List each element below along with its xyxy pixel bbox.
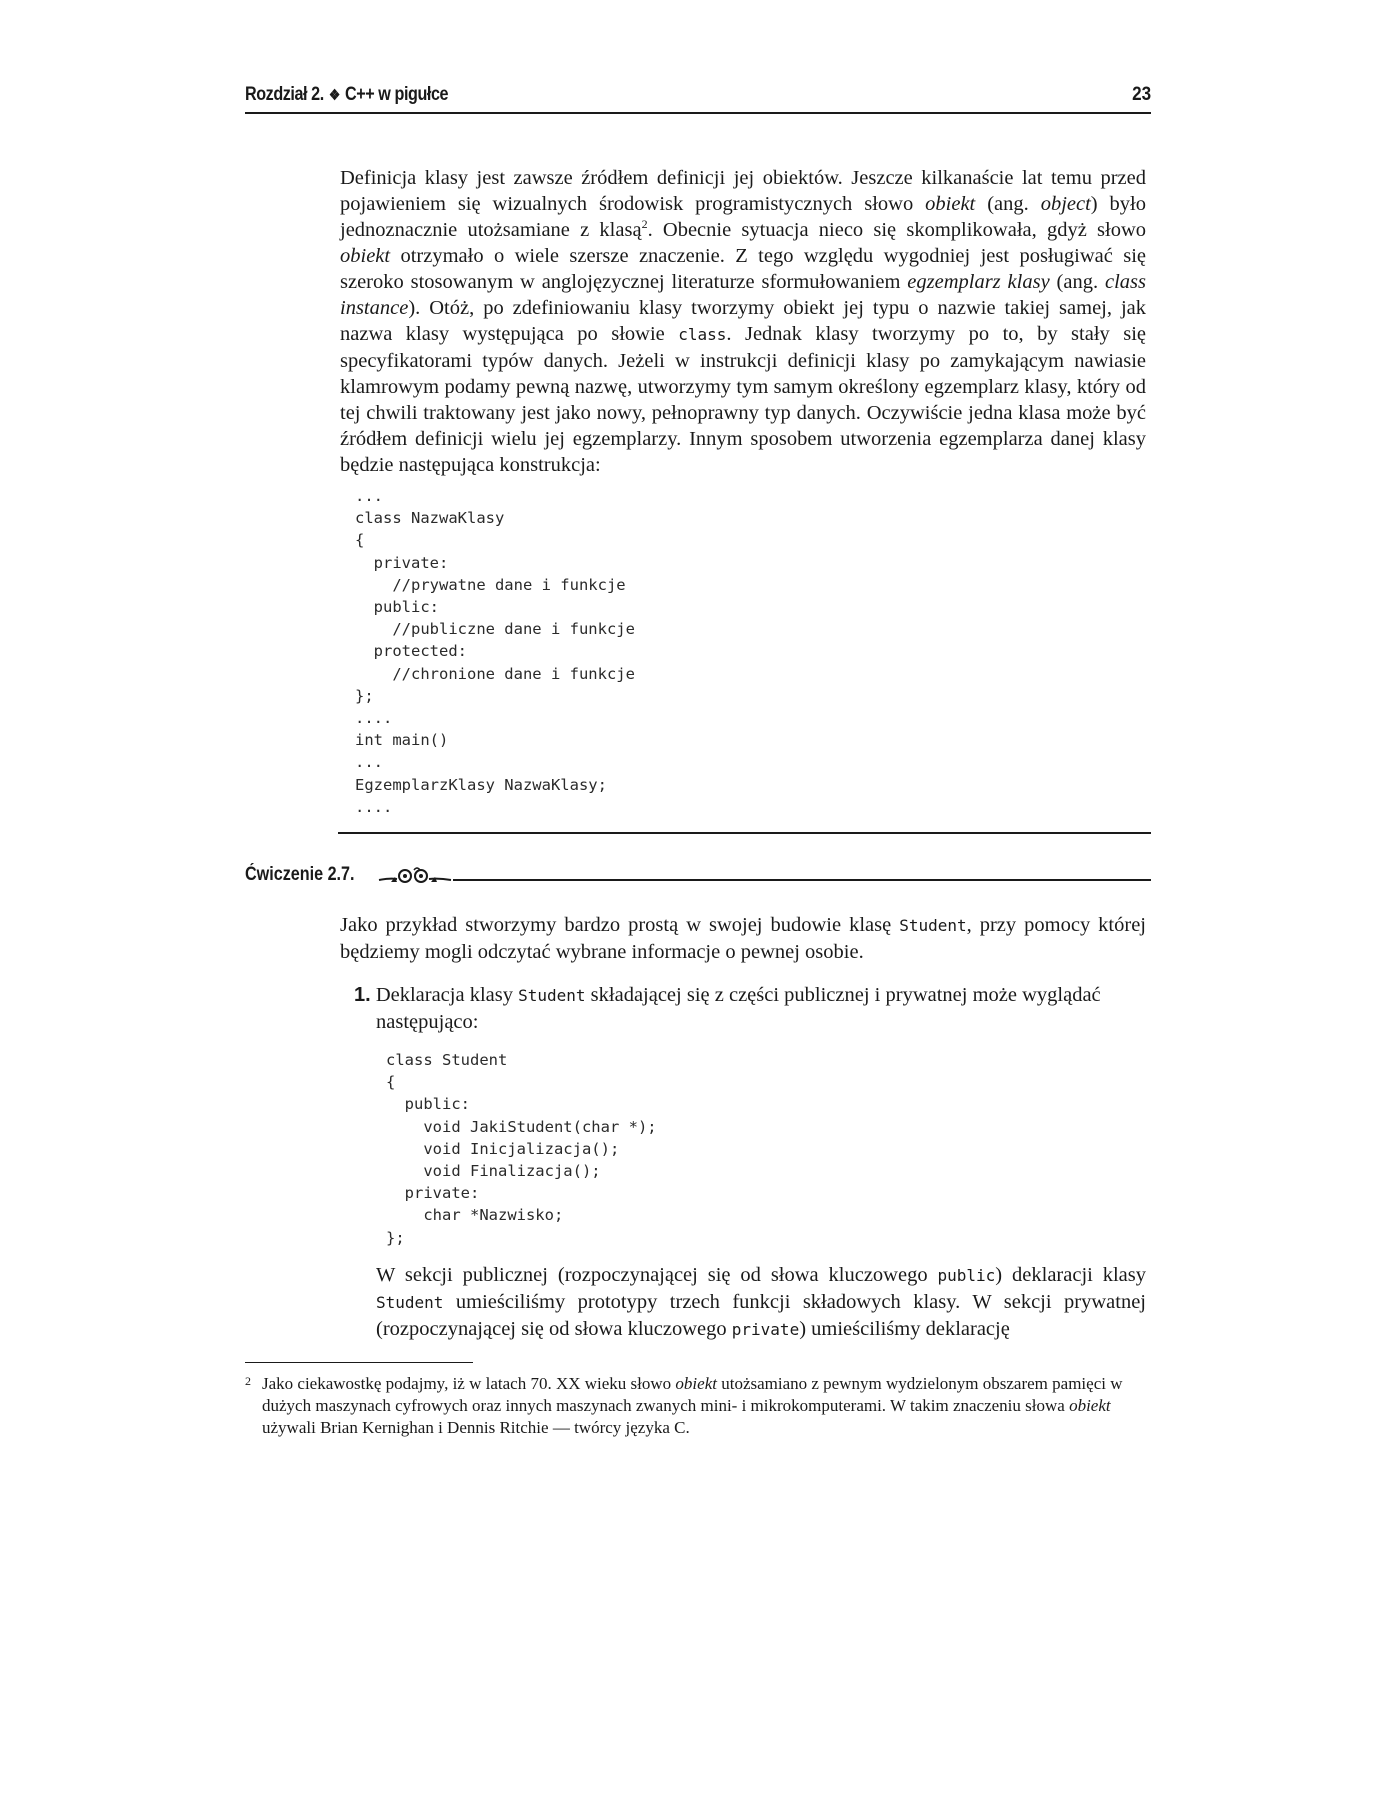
chapter-label: Rozdział 2. — [245, 84, 324, 105]
paragraph-public-section: W sekcji publicznej (rozpoczynającej się od słowa kluczowego public) deklaracji klasy Student umieściliśmy prototypy trzech funkcji składowych klasy. W sekcji prywatnej (rozpoczynającej się od słowa kluczowego private) umieściliśmy deklarację — [376, 1264, 1146, 1340]
inline-code-student: Student — [899, 916, 967, 935]
inline-code-student: Student — [518, 986, 586, 1005]
footnote-text: Jako ciekawostkę podajmy, iż w latach 70. XX wieku słowo obiekt utożsamiano z pewnym wydzielonym obszarem pamięci w dużych maszynach cyfrowych oraz innych maszynach zwanych mini- i mikrokomputerami. W takim znaczeniu słowa obiekt używali Brian Kernighan i Dennis Ritchie — twórcy języka C. — [262, 1374, 1123, 1437]
chapter-title: C++ w pigułce — [344, 84, 449, 105]
inline-code-student: Student — [376, 1293, 444, 1312]
exercise-rule — [453, 879, 1151, 881]
paragraph-class-definition: Definicja klasy jest zawsze źródłem definicji jej obiektów. Jeszcze kilkanaście lat temu przed pojawieniem się wizualnych środowisk programistycznych słowo obiekt (ang. object) było jednoznacznie utożsamiane z klasą$^2$. Obecnie sytuacja nieco się skomplikowała, gdyż słowo obiekt otrzymało o wiele szersze znaczenie. Z tego względu wygodniej jest posługiwać się szeroko stosowanym w anglojęzycznej literaturze sformułowaniem egzemplarz klasy (ang. class instance). Otóż, po zdefiniowaniu klasy tworzymy obiekt jej typu o nazwie takiej samej, jak nazwa klasy występująca po słowie class. Jednak klasy tworzymy po to, by stały się specyfikatorami typów danych. Jeżeli w instrukcji definicji klasy po zamykającym nawiasie klamrowym podamy pewną nazwę, utworzymy tym samym określony egzemplarz klasy, który od tej chwili traktowany jest jako nowy, pełnoprawny typ danych. Oczywiście jedna klasa może być źródłem definicji wielu jej egzemplarzy. Innym sposobem utworzenia egzemplarza danej klasy będzie następująca konstrukcja: — [340, 167, 1147, 476]
diamond-ornament-icon: ❖ — [328, 87, 340, 104]
step-1: 1. Deklaracja klasy Student składającej się z części publicznej i prywatnej może wyglądać następująco: — [354, 984, 1101, 1033]
running-header — [245, 82, 1151, 114]
inline-code-public: public — [937, 1266, 996, 1285]
exercise-heading — [245, 860, 1151, 890]
inline-code-class: class — [678, 325, 727, 344]
exercise-label: Ćwiczenie 2.7. — [245, 864, 355, 885]
paragraph-exercise-intro: Jako przykład stworzymy bardzo prostą w swojej budowie klasę Student, przy pomocy której będziemy mogli odczytać wybrane informacje o pewnej osobie. — [340, 914, 1146, 963]
page-number: 23 — [1131, 84, 1151, 105]
code-block-class-template: ... class NazwaKlasy { private: //prywatne dane i funkcje public: //publiczne dane i funkcje protected: //chronione dane i funkcje }; .... int main() ... EgzemplarzKlasy NazwaKlasy; .... — [355, 487, 635, 816]
code-block-student-class: class Student { public: void JakiStudent(char *); void Inicjalizacja(); void Finalizacja(); private: char *Nazwisko; }; — [386, 1051, 657, 1247]
step-number: 1. — [354, 984, 371, 1006]
section-divider — [338, 832, 1151, 834]
footnote-divider — [245, 1362, 473, 1363]
inline-code-private: private — [731, 1320, 800, 1339]
ornament-icon — [377, 864, 453, 888]
footnote-reference[interactable]: 2 — [641, 217, 648, 232]
footnote-mark: 2 — [245, 1374, 251, 1388]
chapter-heading — [245, 84, 448, 106]
